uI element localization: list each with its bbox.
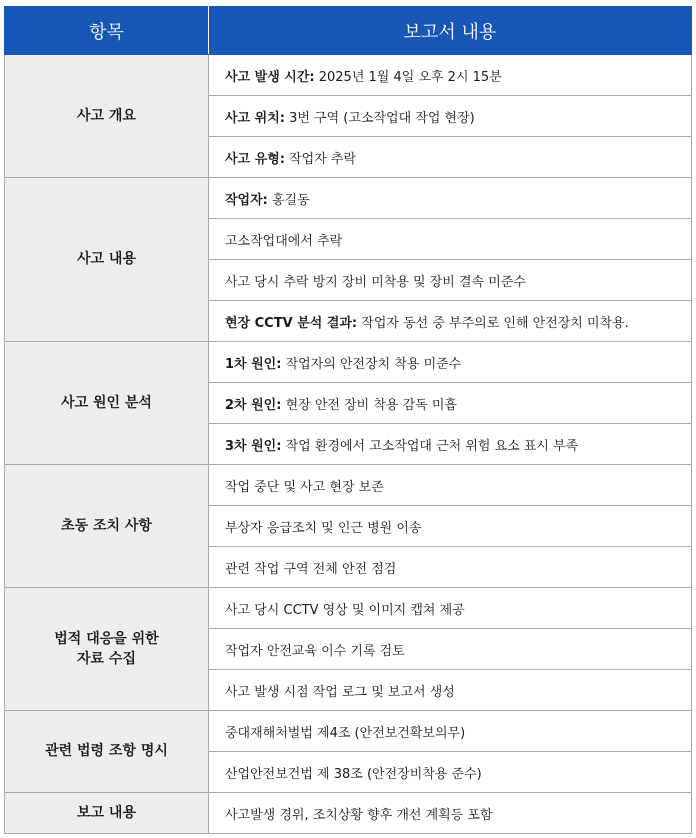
content-cell xyxy=(209,752,692,793)
category-legal-evidence xyxy=(5,588,209,711)
category-initial-actions: 초동 조치 사항 xyxy=(5,465,209,588)
content-cell xyxy=(209,506,692,547)
row-lead: 현장 CCTV 분석 결과: xyxy=(225,315,358,331)
row-lead: 사고 위치: xyxy=(225,110,285,126)
row-text: 사고발생 경위, 조치상황 향후 개선 계획등 포함 xyxy=(225,807,493,823)
row-text: 홍길동 xyxy=(267,192,310,208)
header-content: 보고서 내용 xyxy=(209,7,692,55)
row-text: 사고 당시 추락 방지 장비 미착용 및 장비 결속 미준수 xyxy=(225,274,526,290)
row-text: 고소작업대에서 추락 xyxy=(225,233,343,249)
table-row xyxy=(5,711,692,752)
content-cell xyxy=(209,547,692,588)
table-row xyxy=(5,55,692,96)
row-text: 관련 작업 구역 전체 안전 점검 xyxy=(225,561,397,577)
header-item: 항목 xyxy=(5,7,209,55)
row-text: 산업안전보건법 제 38조 (안전장비착용 준수) xyxy=(225,766,482,782)
row-text: 2025년 1월 4일 오후 2시 15분 xyxy=(314,69,502,85)
content-cell xyxy=(209,137,692,178)
table-row xyxy=(5,465,692,506)
table-row xyxy=(5,793,692,834)
content-cell xyxy=(209,383,692,424)
row-lead: 작업자: xyxy=(225,192,268,208)
content-cell xyxy=(209,178,692,219)
row-lead: 2차 원인: xyxy=(225,397,282,413)
content-cell xyxy=(209,670,692,711)
row-text: 사고 발생 시점 작업 로그 및 보고서 생성 xyxy=(225,684,455,700)
category-line: 법적 대응을 위한 xyxy=(54,630,159,647)
row-text: 3번 구역 (고소작업대 작업 현장) xyxy=(284,110,475,126)
row-text: 작업자 추락 xyxy=(284,151,357,167)
category-report-content: 보고 내용 xyxy=(5,793,209,834)
table-row xyxy=(5,342,692,383)
row-text: 부상자 응급조치 및 인근 병원 이송 xyxy=(225,520,422,536)
row-lead: 사고 유형: xyxy=(225,151,285,167)
row-text: 중대재해처벌법 제4조 (안전보건확보의무) xyxy=(225,725,466,741)
content-cell xyxy=(209,588,692,629)
content-cell xyxy=(209,629,692,670)
category-line: 자료 수집 xyxy=(77,651,136,667)
content-cell xyxy=(209,55,692,96)
content-cell xyxy=(209,342,692,383)
row-text: 작업자 안전교육 이수 기록 검토 xyxy=(225,643,405,659)
row-text: 작업자 동선 중 부주의로 인해 안전장치 미착용. xyxy=(357,315,629,331)
accident-report-table xyxy=(4,6,692,834)
category-cause-analysis: 사고 원인 분석 xyxy=(5,342,209,465)
content-cell xyxy=(209,260,692,301)
row-text: 작업 중단 및 사고 현장 보존 xyxy=(225,479,384,495)
category-accident-overview: 사고 개요 xyxy=(5,55,209,178)
table-row xyxy=(5,588,692,629)
category-related-laws: 관련 법령 조항 명시 xyxy=(5,711,209,793)
content-cell xyxy=(209,711,692,752)
row-text: 사고 당시 CCTV 영상 및 이미지 캡쳐 제공 xyxy=(225,602,465,618)
row-lead: 1차 원인: xyxy=(225,356,282,372)
category-accident-details: 사고 내용 xyxy=(5,178,209,342)
content-cell xyxy=(209,793,692,834)
content-cell xyxy=(209,465,692,506)
table-header-row xyxy=(5,7,692,55)
row-text: 작업자의 안전장치 착용 미준수 xyxy=(281,356,462,372)
content-cell xyxy=(209,219,692,260)
content-cell xyxy=(209,96,692,137)
content-cell xyxy=(209,301,692,342)
row-lead: 사고 발생 시간: xyxy=(225,69,315,85)
row-lead: 3차 원인: xyxy=(225,438,282,454)
table-row xyxy=(5,178,692,219)
row-text: 현장 안전 장비 착용 감독 미흡 xyxy=(281,397,457,413)
content-cell xyxy=(209,424,692,465)
row-text: 작업 환경에서 고소작업대 근처 위험 요소 표시 부족 xyxy=(281,438,579,454)
